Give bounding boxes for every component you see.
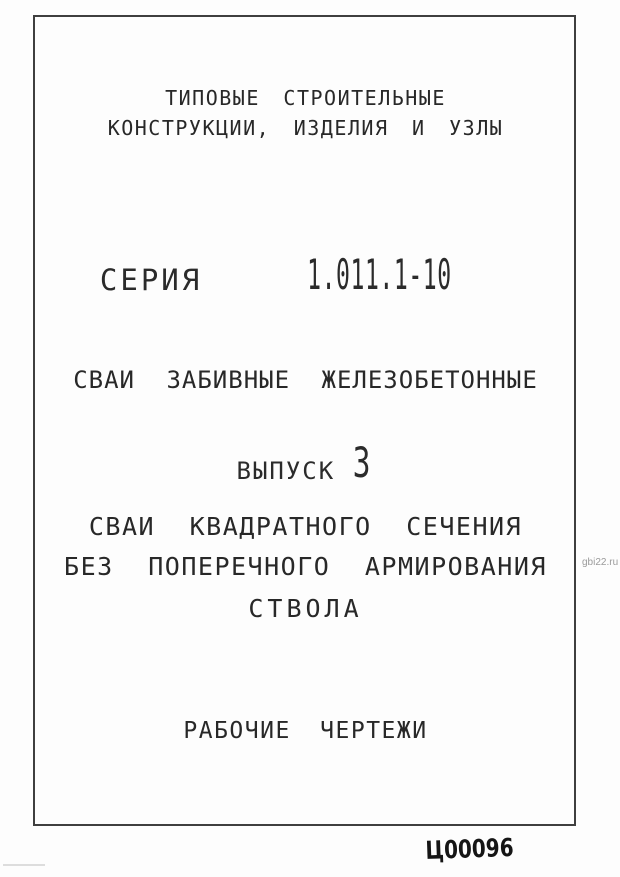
inventory-stamp: Ц00096 [424, 832, 515, 865]
scan-smudge [3, 864, 45, 866]
main-title: СВАИ ЗАБИВНЫЕ ЖЕЛЕЗОБЕТОННЫЕ [73, 366, 538, 394]
subtitle-line-3: СТВОЛА [248, 594, 363, 623]
series-row [33, 250, 578, 299]
issue-label: ВЫПУСК [236, 456, 336, 485]
subtitle-line-2: БЕЗ ПОПЕРЕЧНОГО АРМИРОВАНИЯ [64, 552, 547, 581]
issue-row [33, 438, 578, 487]
series-number: 1.011.1-10 [307, 250, 452, 299]
issue-number: 3 [352, 438, 371, 487]
series-label: СЕРИЯ [99, 262, 203, 297]
footer-title: РАБОЧИЕ ЧЕРТЕЖИ [183, 718, 428, 744]
subtitle-line-1: СВАИ КВАДРАТНОГО СЕЧЕНИЯ [88, 512, 523, 541]
header-line-2: КОНСТРУКЦИИ, ИЗДЕЛИЯ И УЗЛЫ [107, 116, 504, 140]
header-line-1: ТИПОВЫЕ СТРОИТЕЛЬНЫЕ [165, 86, 446, 110]
watermark-text: gbi22.ru [582, 557, 619, 568]
